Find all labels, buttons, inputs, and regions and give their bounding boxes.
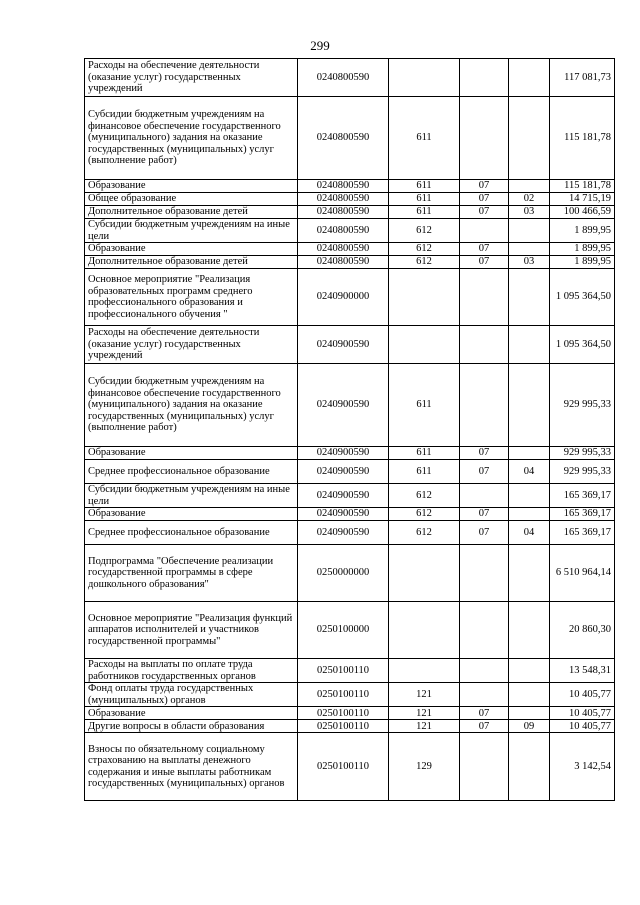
row-subsection: [509, 219, 550, 243]
row-expense-type: [389, 545, 460, 602]
row-amount: 165 369,17: [550, 484, 615, 508]
row-amount: 100 466,59: [550, 206, 615, 219]
row-subsection: 03: [509, 256, 550, 269]
row-code: 0240800590: [298, 206, 389, 219]
row-code: 0240900590: [298, 326, 389, 364]
table-row: [85, 508, 615, 521]
row-subsection: [509, 364, 550, 447]
row-expense-type: 611: [389, 180, 460, 193]
table-row: [85, 364, 615, 447]
row-subsection: 09: [509, 720, 550, 733]
row-amount: 1 899,95: [550, 256, 615, 269]
row-section: 07: [460, 720, 509, 733]
row-code: 0250100110: [298, 733, 389, 801]
row-code: 0240800590: [298, 219, 389, 243]
row-subsection: [509, 733, 550, 801]
row-subsection: [509, 97, 550, 180]
row-section: 07: [460, 707, 509, 720]
row-code: 0240800590: [298, 243, 389, 256]
row-subsection: [509, 602, 550, 659]
row-subsection: [509, 508, 550, 521]
row-code: 0240900590: [298, 508, 389, 521]
row-amount: 10 405,77: [550, 683, 615, 707]
row-code: 0250100110: [298, 659, 389, 683]
row-section: [460, 326, 509, 364]
row-amount: 1 899,95: [550, 219, 615, 243]
row-name: Субсидии бюджетным учреждениям на финансовое обеспечение государственного (муниципального) задания на оказание государственных (муниципальных) услуг (выполнение работ): [85, 364, 298, 447]
row-name: Дополнительное образование детей: [85, 256, 298, 269]
row-name: Расходы на обеспечение деятельности (оказание услуг) государственных учреждений: [85, 59, 298, 97]
row-expense-type: [389, 602, 460, 659]
row-name: Расходы на выплаты по оплате труда работников государственных органов: [85, 659, 298, 683]
row-code: 0250000000: [298, 545, 389, 602]
row-section: [460, 733, 509, 801]
row-code: 0240900590: [298, 521, 389, 545]
row-expense-type: 611: [389, 97, 460, 180]
row-name: Субсидии бюджетным учреждениям на иные цели: [85, 484, 298, 508]
row-subsection: [509, 326, 550, 364]
row-section: [460, 484, 509, 508]
row-code: 0240900590: [298, 447, 389, 460]
row-subsection: [509, 545, 550, 602]
row-code: 0240800590: [298, 256, 389, 269]
row-amount: 165 369,17: [550, 521, 615, 545]
table-row: [85, 460, 615, 484]
table-row: [85, 602, 615, 659]
row-expense-type: 612: [389, 484, 460, 508]
table-row: [85, 720, 615, 733]
row-code: 0240800590: [298, 193, 389, 206]
row-expense-type: 612: [389, 521, 460, 545]
row-section: 07: [460, 193, 509, 206]
table-row: [85, 59, 615, 97]
row-name: Взносы по обязательному социальному страхованию на выплаты денежного содержания и иные выплаты работникам государственных (муниципальных) органов: [85, 733, 298, 801]
row-name: Среднее профессиональное образование: [85, 460, 298, 484]
row-amount: 929 995,33: [550, 460, 615, 484]
table-row: [85, 256, 615, 269]
row-name: Субсидии бюджетным учреждениям на иные цели: [85, 219, 298, 243]
row-name: Образование: [85, 508, 298, 521]
row-section: [460, 269, 509, 326]
table-row: [85, 193, 615, 206]
row-expense-type: 611: [389, 193, 460, 206]
row-expense-type: 129: [389, 733, 460, 801]
row-subsection: 04: [509, 521, 550, 545]
row-code: 0240900590: [298, 364, 389, 447]
row-code: 0240900000: [298, 269, 389, 326]
row-expense-type: [389, 659, 460, 683]
row-subsection: [509, 659, 550, 683]
row-subsection: [509, 683, 550, 707]
row-amount: 14 715,19: [550, 193, 615, 206]
row-section: 07: [460, 206, 509, 219]
row-amount: 13 548,31: [550, 659, 615, 683]
row-section: [460, 59, 509, 97]
row-amount: 115 181,78: [550, 97, 615, 180]
table-row: [85, 733, 615, 801]
row-amount: 115 181,78: [550, 180, 615, 193]
row-amount: 1 095 364,50: [550, 326, 615, 364]
row-amount: 6 510 964,14: [550, 545, 615, 602]
row-amount: 117 081,73: [550, 59, 615, 97]
row-amount: 929 995,33: [550, 364, 615, 447]
row-name: Расходы на обеспечение деятельности (оказание услуг) государственных учреждений: [85, 326, 298, 364]
row-section: [460, 364, 509, 447]
table-row: [85, 243, 615, 256]
table-row: [85, 521, 615, 545]
row-name: Фонд оплаты труда государственных (муниципальных) органов: [85, 683, 298, 707]
row-code: 0240800590: [298, 59, 389, 97]
row-code: 0250100110: [298, 683, 389, 707]
row-expense-type: 612: [389, 219, 460, 243]
row-subsection: 03: [509, 206, 550, 219]
row-name: Основное мероприятие "Реализация функций аппаратов исполнителей и участников государственной программы": [85, 602, 298, 659]
row-code: 0250100110: [298, 707, 389, 720]
row-section: [460, 659, 509, 683]
row-amount: 1 095 364,50: [550, 269, 615, 326]
row-section: 07: [460, 243, 509, 256]
row-section: 07: [460, 180, 509, 193]
row-code: 0240900590: [298, 484, 389, 508]
row-expense-type: 611: [389, 364, 460, 447]
table-row: [85, 683, 615, 707]
row-code: 0240800590: [298, 180, 389, 193]
row-name: Образование: [85, 447, 298, 460]
row-expense-type: [389, 326, 460, 364]
table-row: [85, 97, 615, 180]
row-code: 0240900590: [298, 460, 389, 484]
row-subsection: 02: [509, 193, 550, 206]
row-expense-type: 121: [389, 720, 460, 733]
row-section: 07: [460, 256, 509, 269]
row-amount: 10 405,77: [550, 720, 615, 733]
row-amount: 929 995,33: [550, 447, 615, 460]
row-section: [460, 545, 509, 602]
row-name: Подпрограмма "Обеспечение реализации государственной программы в сфере дошкольного образования": [85, 545, 298, 602]
row-expense-type: 612: [389, 508, 460, 521]
row-amount: 1 899,95: [550, 243, 615, 256]
row-code: 0240800590: [298, 97, 389, 180]
row-name: Общее образование: [85, 193, 298, 206]
row-amount: 20 860,30: [550, 602, 615, 659]
row-subsection: [509, 447, 550, 460]
row-section: [460, 602, 509, 659]
page-number: 299: [310, 38, 330, 53]
table-row: [85, 326, 615, 364]
row-amount: 3 142,54: [550, 733, 615, 801]
row-expense-type: 612: [389, 256, 460, 269]
row-amount: 10 405,77: [550, 707, 615, 720]
row-code: 0250100000: [298, 602, 389, 659]
row-name: Субсидии бюджетным учреждениям на финансовое обеспечение государственного (муниципального) задания на оказание государственных (муниципальных) услуг (выполнение работ): [85, 97, 298, 180]
table-row: [85, 707, 615, 720]
row-section: 07: [460, 521, 509, 545]
row-expense-type: 121: [389, 707, 460, 720]
row-name: Основное мероприятие "Реализация образовательных программ среднего профессионального образования и профессионального обучения ": [85, 269, 298, 326]
row-subsection: [509, 243, 550, 256]
row-name: Другие вопросы в области образования: [85, 720, 298, 733]
row-section: [460, 97, 509, 180]
table-row: [85, 545, 615, 602]
row-expense-type: 611: [389, 447, 460, 460]
row-subsection: 04: [509, 460, 550, 484]
row-subsection: [509, 484, 550, 508]
row-subsection: [509, 180, 550, 193]
table-row: [85, 269, 615, 326]
row-expense-type: 611: [389, 206, 460, 219]
table-row: [85, 180, 615, 193]
row-expense-type: 612: [389, 243, 460, 256]
row-expense-type: 121: [389, 683, 460, 707]
row-expense-type: [389, 59, 460, 97]
row-section: 07: [460, 460, 509, 484]
table-row: [85, 219, 615, 243]
row-subsection: [509, 59, 550, 97]
row-name: Среднее профессиональное образование: [85, 521, 298, 545]
row-subsection: [509, 707, 550, 720]
row-amount: 165 369,17: [550, 508, 615, 521]
row-subsection: [509, 269, 550, 326]
row-expense-type: 611: [389, 460, 460, 484]
budget-table: [84, 58, 615, 801]
row-code: 0250100110: [298, 720, 389, 733]
table-row: [85, 659, 615, 683]
table-row: [85, 447, 615, 460]
row-section: [460, 219, 509, 243]
table-row: [85, 484, 615, 508]
row-expense-type: [389, 269, 460, 326]
row-section: [460, 683, 509, 707]
row-name: Образование: [85, 180, 298, 193]
row-name: Образование: [85, 243, 298, 256]
row-name: Дополнительное образование детей: [85, 206, 298, 219]
table-row: [85, 206, 615, 219]
row-section: 07: [460, 508, 509, 521]
row-name: Образование: [85, 707, 298, 720]
row-section: 07: [460, 447, 509, 460]
